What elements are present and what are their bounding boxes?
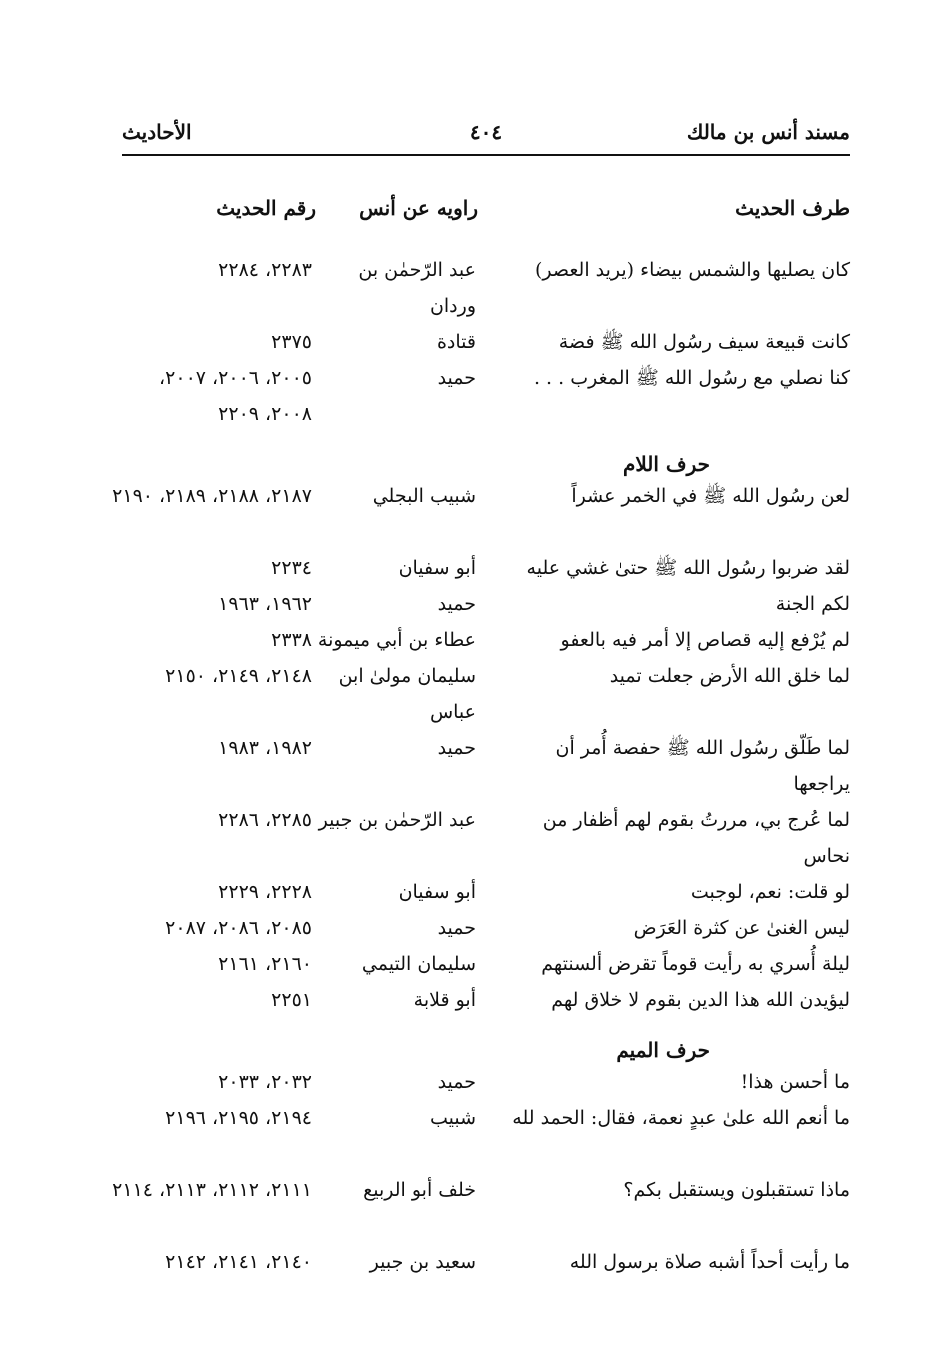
hadith-tarf: كنا نصلي مع رسُول الله ﷺ المغرب . . . xyxy=(533,367,850,389)
hadith-raqm: ٢٢٢٨، ٢٢٢٩ xyxy=(218,881,312,903)
table-row xyxy=(0,1100,948,1172)
table-row xyxy=(0,1244,948,1280)
hadith-raqm: ٢١٦٠، ٢١٦١ xyxy=(218,953,312,975)
table-row xyxy=(0,360,948,432)
hadith-rawi: حميد xyxy=(437,593,476,615)
hadith-tarf: لكم الجنة xyxy=(775,593,850,615)
hadith-tarf: ليس الغنىٰ عن كثرة العَرَض xyxy=(633,917,850,939)
hadith-tarf: لما عُرج بي، مررتُ بقوم لهم أظفار من نحاس xyxy=(542,809,850,867)
hadith-rawi: حميد xyxy=(437,917,476,939)
book-title: مسند أنس بن مالك xyxy=(686,120,850,144)
section-title-mim: حرف الميم xyxy=(616,1038,710,1062)
column-header-tarf: طرف الحديث xyxy=(735,196,850,220)
section-heading-mim xyxy=(0,1018,948,1064)
hadith-rawi: عطاء بن أبي ميمونة xyxy=(317,629,476,651)
page-number: ٤٠٤ xyxy=(469,120,503,144)
hadith-raqm: ٢٠٠٥، ٢٠٠٦، ٢٠٠٧، ٢٠٠٨، ٢٢٠٩ xyxy=(159,367,312,425)
section-title-lam: حرف اللام xyxy=(622,452,710,476)
table-row xyxy=(0,802,948,874)
column-header-rawi: راويه عن أنس xyxy=(359,196,478,220)
hadith-raqm: ٢١٨٧، ٢١٨٨، ٢١٨٩، ٢١٩٠ xyxy=(112,485,312,507)
hadith-rawi: شبيب xyxy=(429,1107,476,1129)
hadith-rawi: أبو قلابة xyxy=(413,989,476,1011)
hadith-tarf: ما رأيت أحداً أشبه صلاة برسول الله xyxy=(569,1251,850,1273)
hadith-tarf: ما أنعم الله علىٰ عبدٍ نعمة، فقال: الحمد لله xyxy=(512,1107,850,1129)
hadith-tarf: ما أحسن هذا! xyxy=(740,1071,850,1093)
hadith-rawi: أبو سفيان xyxy=(398,881,476,903)
table-row xyxy=(0,478,948,550)
table-row xyxy=(0,982,948,1018)
table-row xyxy=(0,910,948,946)
hadith-rawi: أبو سفيان xyxy=(398,557,476,579)
hadith-raqm: ٢١١١، ٢١١٢، ٢١١٣، ٢١١٤ xyxy=(112,1179,312,1201)
hadith-rawi: عبد الرّحمٰن بن جبير xyxy=(318,809,476,831)
hadith-tarf: ليؤيدن الله هذا الدين بقوم لا خلاق لهم xyxy=(551,989,850,1011)
hadith-index xyxy=(0,252,948,1280)
hadith-rawi: قتادة xyxy=(436,331,476,353)
hadith-raqm: ٢٢٨٥، ٢٢٨٦ xyxy=(218,809,312,831)
table-row xyxy=(0,874,948,910)
table-row xyxy=(0,658,948,730)
hadith-rawi: عبد الرّحمٰن بن وردان xyxy=(358,259,476,317)
table-row xyxy=(0,252,948,324)
hadith-tarf: كان يصليها والشمس بيضاء (يريد العصر) xyxy=(535,259,850,281)
hadith-tarf: لما خلق الله الأرض جعلت تميد xyxy=(609,665,850,687)
hadith-rawi: حميد xyxy=(437,367,476,389)
column-headers xyxy=(0,196,948,230)
hadith-rawi: خلف أبو الربيع xyxy=(363,1179,476,1201)
hadith-rawi: سليمان التيمي xyxy=(361,953,476,975)
hadith-raqm: ٢٢٥١ xyxy=(271,989,312,1011)
hadith-rawi: سعيد بن جبير xyxy=(369,1251,476,1273)
hadith-raqm: ٢٢٨٣، ٢٢٨٤ xyxy=(218,259,312,281)
table-row xyxy=(0,1172,948,1244)
hadith-raqm: ٢٢٣٤ xyxy=(271,557,312,579)
hadith-raqm: ١٩٨٢، ١٩٨٣ xyxy=(218,737,312,759)
hadith-raqm: ٢١٤٠، ٢١٤١، ٢١٤٢ xyxy=(165,1251,312,1273)
table-row xyxy=(0,324,948,360)
hadith-raqm: ٢٠٨٥، ٢٠٨٦، ٢٠٨٧ xyxy=(165,917,312,939)
hadith-tarf: ليلة أُسري به رأيت قوماً تقرض ألسنتهم xyxy=(541,953,850,975)
hadith-raqm: ١٩٦٢، ١٩٦٣ xyxy=(218,593,312,615)
hadith-rawi: حميد xyxy=(437,737,476,759)
hadith-tarf: كانت قبيعة سيف رسُول الله ﷺ فضة xyxy=(558,331,850,353)
table-row xyxy=(0,586,948,622)
table-row xyxy=(0,622,948,658)
hadith-raqm: ٢٣٣٨ xyxy=(271,629,312,651)
hadith-tarf: لعن رسُول الله ﷺ في الخمر عشراً xyxy=(571,485,850,507)
hadith-tarf: لم يُرْفع إليه قصاص إلا أمر فيه بالعفو xyxy=(560,629,850,651)
section-heading-lam xyxy=(0,432,948,478)
hadith-rawi: شبيب البجلي xyxy=(372,485,476,507)
hadith-rawi: سليمان مولىٰ ابن عباس xyxy=(338,665,476,723)
hadith-raqm: ٢١٤٨، ٢١٤٩، ٢١٥٠ xyxy=(165,665,312,687)
table-row xyxy=(0,550,948,586)
hadith-raqm: ٢٠٣٢، ٢٠٣٣ xyxy=(218,1071,312,1093)
hadith-tarf: ماذا تستقبلون ويستقبل بكم؟ xyxy=(623,1179,850,1201)
hadith-tarf: لقد ضربوا رسُول الله ﷺ حتىٰ غشي عليه xyxy=(526,557,850,579)
hadith-raqm: ٢٣٧٥ xyxy=(271,331,312,353)
table-row xyxy=(0,730,948,802)
table-row xyxy=(0,946,948,982)
hadith-rawi: حميد xyxy=(437,1071,476,1093)
hadith-tarf: لما طَلّق رسُول الله ﷺ حفصة أُمر أن يراجعها xyxy=(555,737,850,795)
column-header-raqm: رقم الحديث xyxy=(216,196,316,220)
hadith-tarf: لو قلت: نعم، لوجبت xyxy=(690,881,850,903)
hadith-raqm: ٢١٩٤، ٢١٩٥، ٢١٩٦ xyxy=(165,1107,312,1129)
section-title: الأحاديث xyxy=(122,120,192,144)
table-row xyxy=(0,1064,948,1100)
page-header xyxy=(122,118,850,156)
